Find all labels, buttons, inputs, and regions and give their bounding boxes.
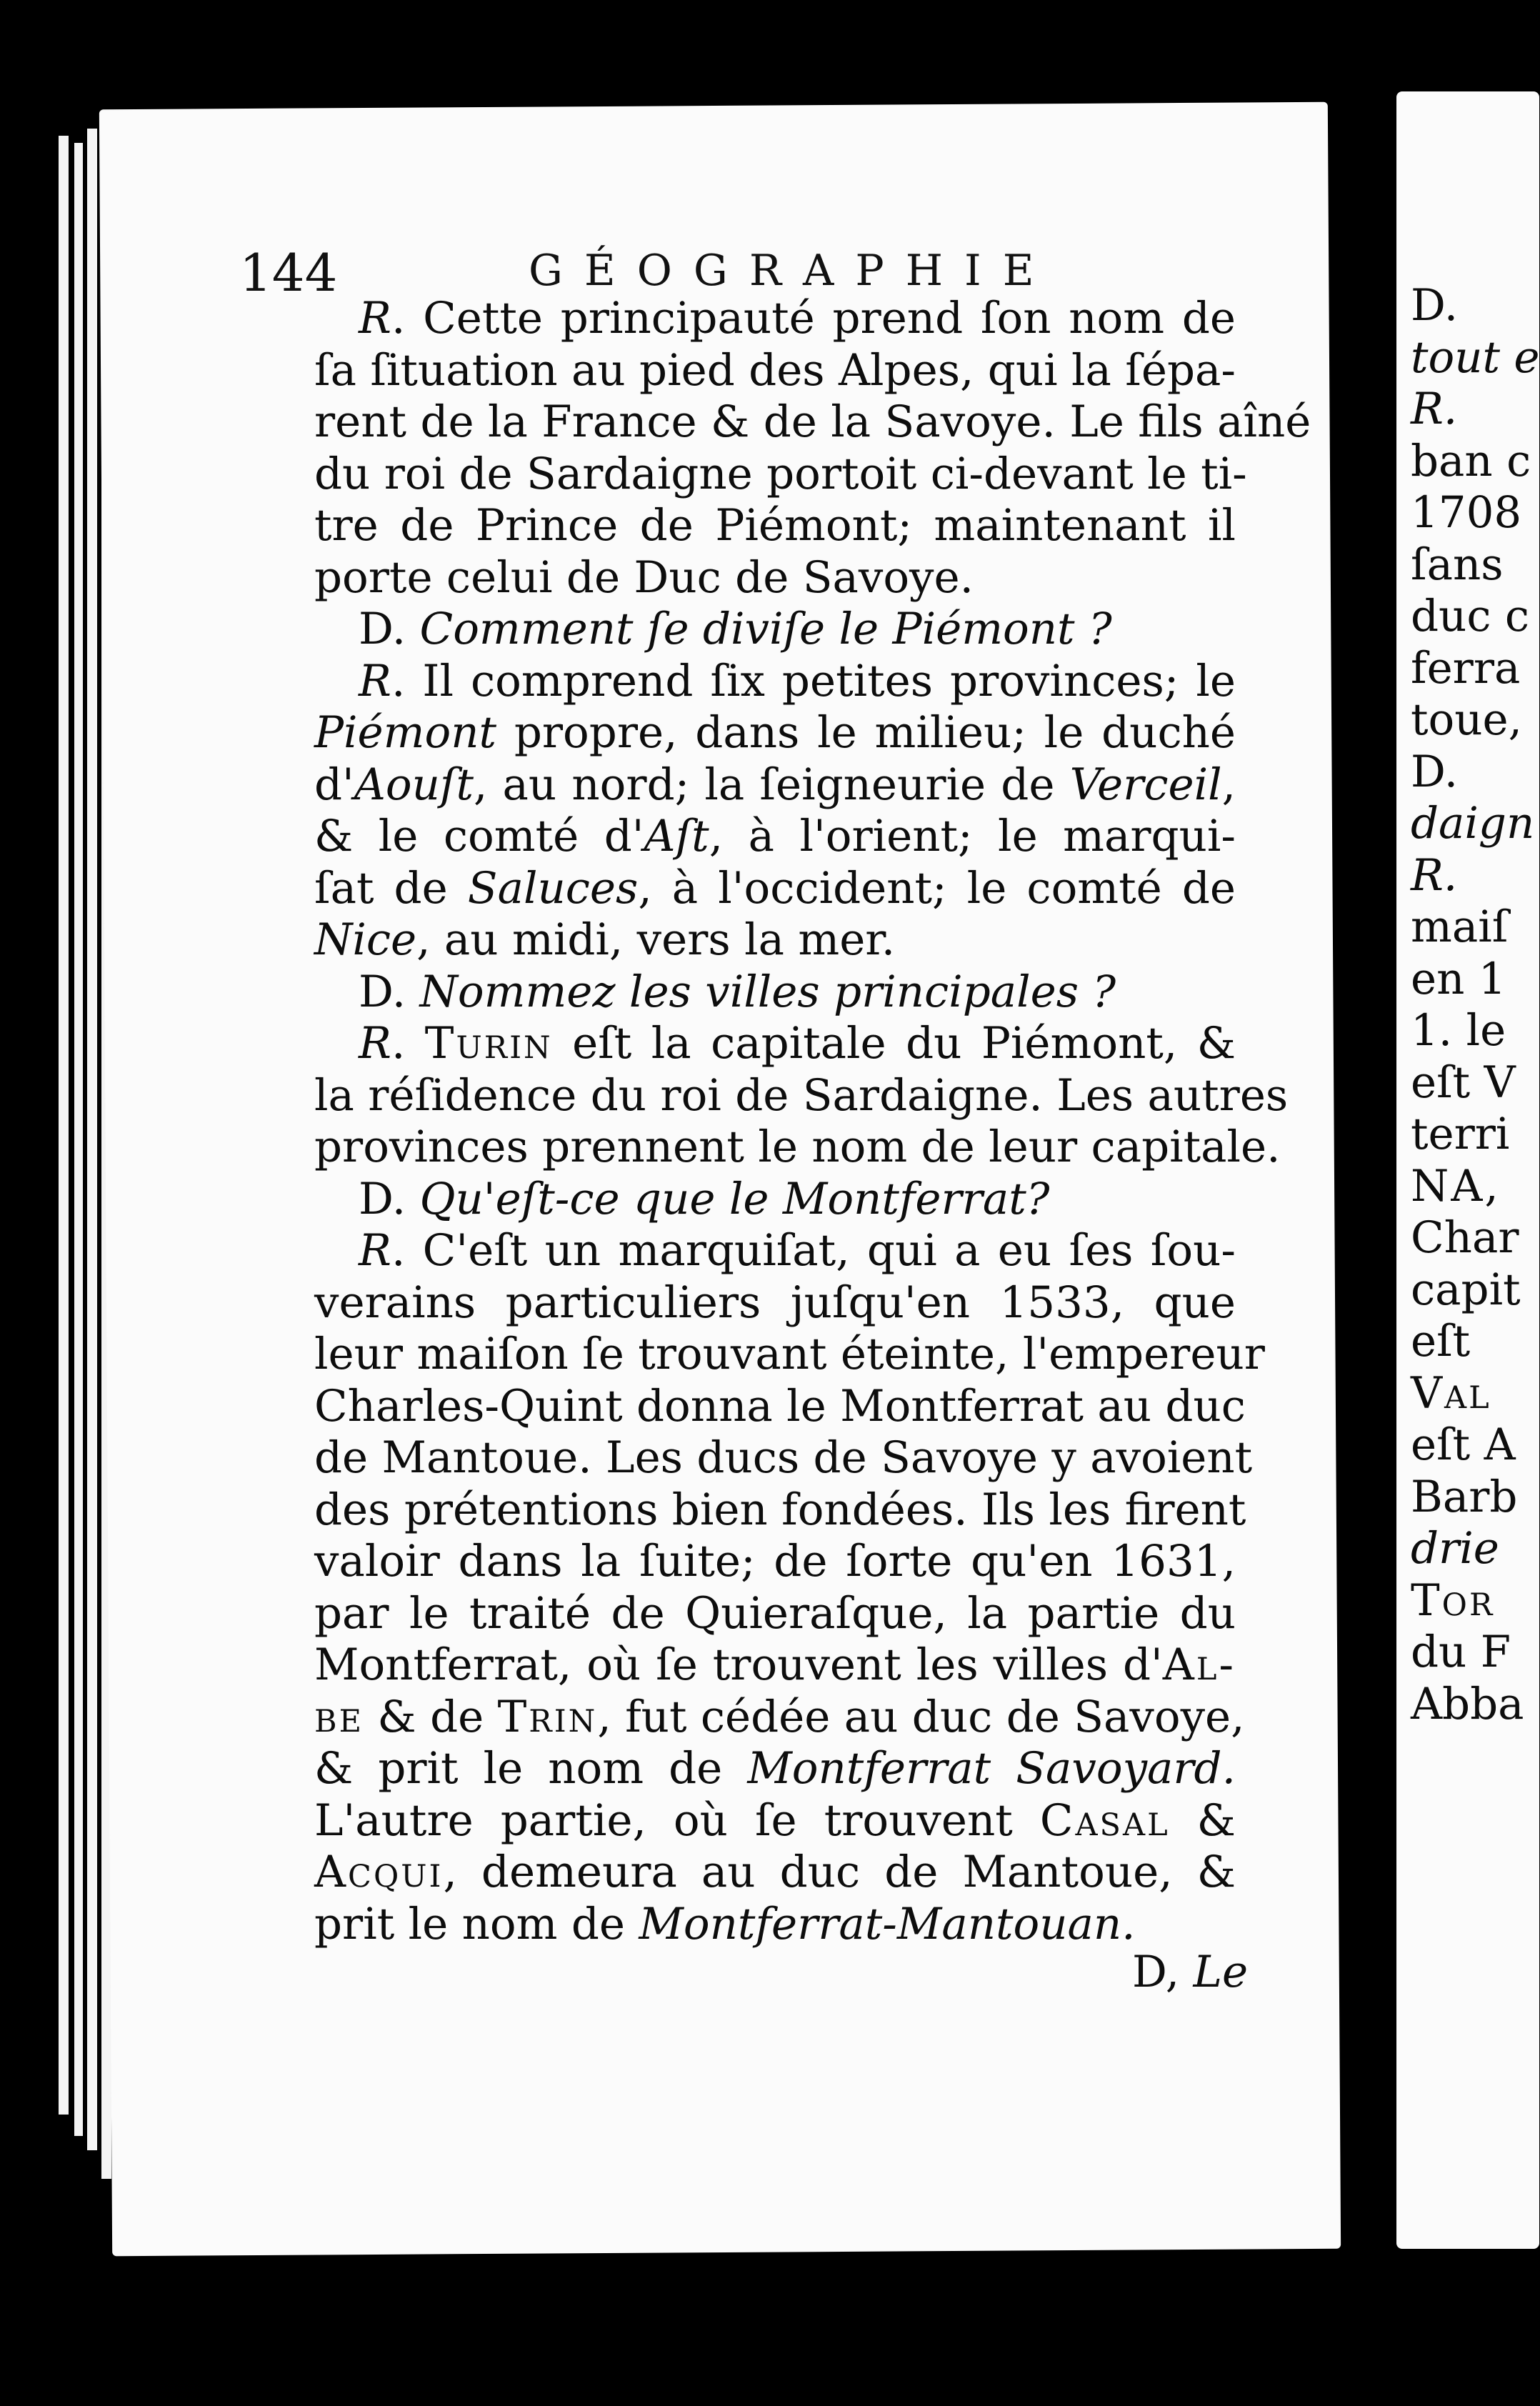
text-line	[1411, 694, 1523, 747]
text-line	[314, 1225, 1236, 1277]
text-line	[1411, 1678, 1524, 1731]
text-line	[314, 1743, 1236, 1795]
text-line	[314, 396, 1311, 449]
text-line	[314, 914, 1236, 967]
page-number: 144	[239, 243, 338, 303]
text-line	[1411, 1627, 1513, 1679]
italic-text: R	[359, 1018, 391, 1069]
text-line	[314, 967, 1236, 1019]
small-caps-text: Tor	[1411, 1574, 1495, 1626]
text-run: eſt V	[1411, 1057, 1516, 1108]
text-run: eſt	[1411, 1316, 1471, 1367]
page-edge	[87, 129, 97, 2150]
text-line	[1411, 902, 1513, 954]
running-head: GÉOGRAPHIE	[529, 246, 1056, 296]
small-caps-text: Val	[1411, 1367, 1491, 1419]
text-run: , au midi, vers la mer.	[416, 914, 896, 965]
italic-text: Montferrat Savoyard.	[747, 1743, 1236, 1794]
text-run: d'	[314, 759, 354, 810]
italic-text: R	[359, 655, 391, 707]
text-line	[314, 1277, 1236, 1329]
text-run: ban c	[1411, 435, 1531, 486]
text-run: , au nord; la ſeigneurie de	[473, 759, 1070, 810]
text-line	[1411, 539, 1513, 591]
text-line	[1411, 1368, 1513, 1420]
text-line	[1411, 1057, 1516, 1109]
text-run: . C'eſt un marquiſat, qui a eu ſes ſou-	[391, 1225, 1236, 1276]
text-run: leur maiſon ſe trouvant éteinte, l'empereur	[314, 1329, 1265, 1379]
text-line	[314, 448, 1247, 501]
text-run: . Il comprend ſix petites provinces; le	[391, 655, 1236, 707]
catchword	[1132, 1947, 1248, 1997]
text-run: propre, dans le milieu; le duché	[496, 707, 1236, 758]
italic-text: drie	[1411, 1523, 1499, 1574]
text-run: , fut cédée au duc de Savoye,	[597, 1691, 1245, 1742]
italic-text: daign	[1411, 798, 1535, 849]
text-run: Char	[1411, 1212, 1519, 1263]
italic-text: Qu'eſt-ce que le Montferrat?	[419, 1173, 1050, 1224]
text-line	[1411, 435, 1531, 488]
text-line	[1411, 487, 1522, 539]
text-line	[1411, 798, 1535, 850]
text-run: eſt la capitale du Piémont, &	[552, 1018, 1236, 1069]
italic-text: R.	[1411, 849, 1458, 901]
small-caps-text: Al-	[1162, 1639, 1236, 1690]
text-line	[1411, 1264, 1521, 1317]
text-run: terri	[1411, 1109, 1510, 1159]
text-line	[1411, 1212, 1519, 1264]
text-line	[1411, 591, 1530, 643]
italic-text: R.	[1411, 384, 1458, 434]
text-run: D.	[1411, 280, 1459, 331]
text-line	[314, 1329, 1265, 1381]
italic-text: Piémont	[314, 707, 497, 758]
text-run: capit	[1411, 1264, 1521, 1315]
text-line	[314, 1691, 1245, 1744]
facing-page-text	[1411, 280, 1540, 1730]
text-run: & prit le nom de	[314, 1743, 748, 1794]
text-line	[314, 1588, 1236, 1640]
text-line	[314, 656, 1236, 708]
text-run: par le traité de Quieraſque, la partie du	[314, 1587, 1236, 1639]
text-run: L'autre partie, où ſe trouvent	[314, 1794, 1040, 1846]
text-run: porte celui de Duc de Savoye.	[314, 551, 974, 603]
text-line	[314, 1899, 1236, 1951]
text-run: D.	[1411, 746, 1459, 797]
catchword-text: D	[1132, 1947, 1166, 1997]
text-run: ferra	[1411, 642, 1521, 694]
text-run: , demeura au duc de Mantoue, &	[443, 1847, 1236, 1897]
text-line	[1411, 384, 1513, 436]
text-line	[1411, 642, 1521, 695]
text-run: & de	[364, 1691, 498, 1742]
text-line	[314, 1432, 1253, 1484]
text-run: de Mantoue. Les ducs de Savoye y avoient	[314, 1432, 1253, 1483]
text-line	[314, 345, 1236, 397]
text-run: D.	[359, 966, 420, 1017]
text-run: Montferrat, où ſe trouvent les villes d'	[314, 1639, 1163, 1690]
text-line	[314, 604, 1236, 656]
italic-text: Montferrat-Mantouan.	[639, 1898, 1136, 1950]
italic-text: Saluces	[467, 862, 639, 914]
italic-text: R	[359, 293, 391, 344]
text-run: 1. le	[1411, 1005, 1506, 1056]
small-caps-text: Turin	[424, 1018, 553, 1069]
text-run: .	[391, 1018, 425, 1069]
text-line	[314, 1639, 1236, 1692]
text-run: &	[1169, 1794, 1236, 1846]
body-text	[314, 293, 1311, 1950]
text-line	[1411, 1523, 1513, 1575]
text-run: valoir dans la ſuite; de ſorte qu'en 1631,	[314, 1536, 1236, 1587]
text-run: des prétentions bien fondées. Ils les firent	[314, 1484, 1246, 1535]
italic-text: Nommez les villes principales ?	[419, 966, 1116, 1017]
text-line	[314, 707, 1236, 759]
page-edge	[59, 136, 69, 2115]
text-run: verains particuliers juſqu'en 1533, que	[314, 1277, 1236, 1328]
text-run: ſans	[1411, 539, 1504, 590]
text-run: du roi de Sardaigne portoit ci-devant le ti-	[314, 448, 1247, 499]
text-run: eſt A	[1411, 1419, 1516, 1470]
small-caps-text: NA,	[1411, 1160, 1501, 1212]
italic-text: Nice	[314, 914, 417, 965]
text-line	[1411, 280, 1513, 332]
text-run: toue,	[1411, 694, 1523, 745]
text-line	[314, 1380, 1246, 1433]
small-caps-text: Trin	[497, 1691, 598, 1742]
italic-text: Comment ſe diviſe le Piémont ?	[419, 604, 1112, 654]
text-line	[1411, 850, 1513, 902]
text-run: ſat de	[314, 862, 468, 914]
italic-text: tout e	[1411, 331, 1540, 383]
small-caps-text: Acqui	[314, 1847, 444, 1897]
text-line	[314, 1795, 1236, 1847]
text-run: duc c	[1411, 591, 1530, 642]
text-run: D.	[359, 1173, 420, 1224]
text-run: ſa ſituation au pied des Alpes, qui la ſépa-	[314, 344, 1236, 396]
text-line	[1411, 1471, 1518, 1524]
small-caps-text: Casal	[1039, 1794, 1170, 1846]
text-line	[314, 1069, 1289, 1122]
text-line	[1411, 1005, 1513, 1057]
text-line	[1411, 747, 1513, 799]
text-run: prit le nom de	[314, 1898, 639, 1950]
text-line	[1411, 331, 1540, 384]
text-line	[314, 1174, 1236, 1226]
text-line	[1411, 1575, 1513, 1627]
text-line	[314, 1122, 1281, 1174]
text-line	[314, 552, 1236, 604]
text-run: , à l'occident; le comté de	[638, 862, 1236, 914]
small-caps-text: be	[314, 1691, 364, 1742]
text-line	[1411, 1419, 1516, 1472]
italic-text: Aſt	[644, 811, 709, 862]
text-line	[314, 1847, 1236, 1899]
text-line	[314, 1018, 1236, 1070]
text-run: la réſidence du roi de Sardaigne. Les autres	[314, 1069, 1289, 1121]
text-run: . Cette principauté prend ſon nom de	[391, 293, 1236, 344]
text-run: en 1	[1411, 953, 1506, 1004]
text-run: du F	[1411, 1627, 1511, 1677]
text-line	[1411, 1316, 1513, 1368]
text-line	[314, 500, 1236, 552]
text-run: Barb	[1411, 1471, 1518, 1522]
catchword-text: Le	[1193, 1947, 1249, 1997]
text-run: & le comté d'	[314, 811, 644, 862]
text-run: rent de la France & de la Savoye. Le fils aîné	[314, 396, 1311, 447]
text-line	[1411, 954, 1513, 1006]
text-run: D.	[359, 604, 420, 654]
text-line	[314, 863, 1236, 915]
italic-text: Verceil	[1069, 759, 1222, 810]
text-line	[314, 1536, 1236, 1588]
text-line	[1411, 1109, 1513, 1161]
catchword-text: ,	[1165, 1947, 1194, 1997]
text-line	[314, 811, 1236, 863]
text-run: provinces prennent le nom de leur capitale.	[314, 1122, 1281, 1172]
text-line	[314, 1484, 1246, 1537]
text-line	[1411, 1161, 1513, 1213]
text-run: ,	[1221, 759, 1236, 810]
text-run: Abba	[1411, 1678, 1524, 1729]
page-edge	[74, 143, 83, 2136]
text-line	[314, 293, 1236, 345]
text-run: maiſ	[1411, 902, 1509, 952]
text-run: , à l'orient; le marqui-	[709, 811, 1236, 862]
text-line	[314, 759, 1236, 812]
text-run: Charles-Quint donna le Montferrat au duc	[314, 1380, 1246, 1432]
text-run: tre de Prince de Piémont; maintenant il	[314, 500, 1236, 551]
italic-text: R	[359, 1225, 391, 1276]
text-run: 1708	[1411, 487, 1522, 538]
italic-text: Aouſt	[354, 759, 474, 810]
